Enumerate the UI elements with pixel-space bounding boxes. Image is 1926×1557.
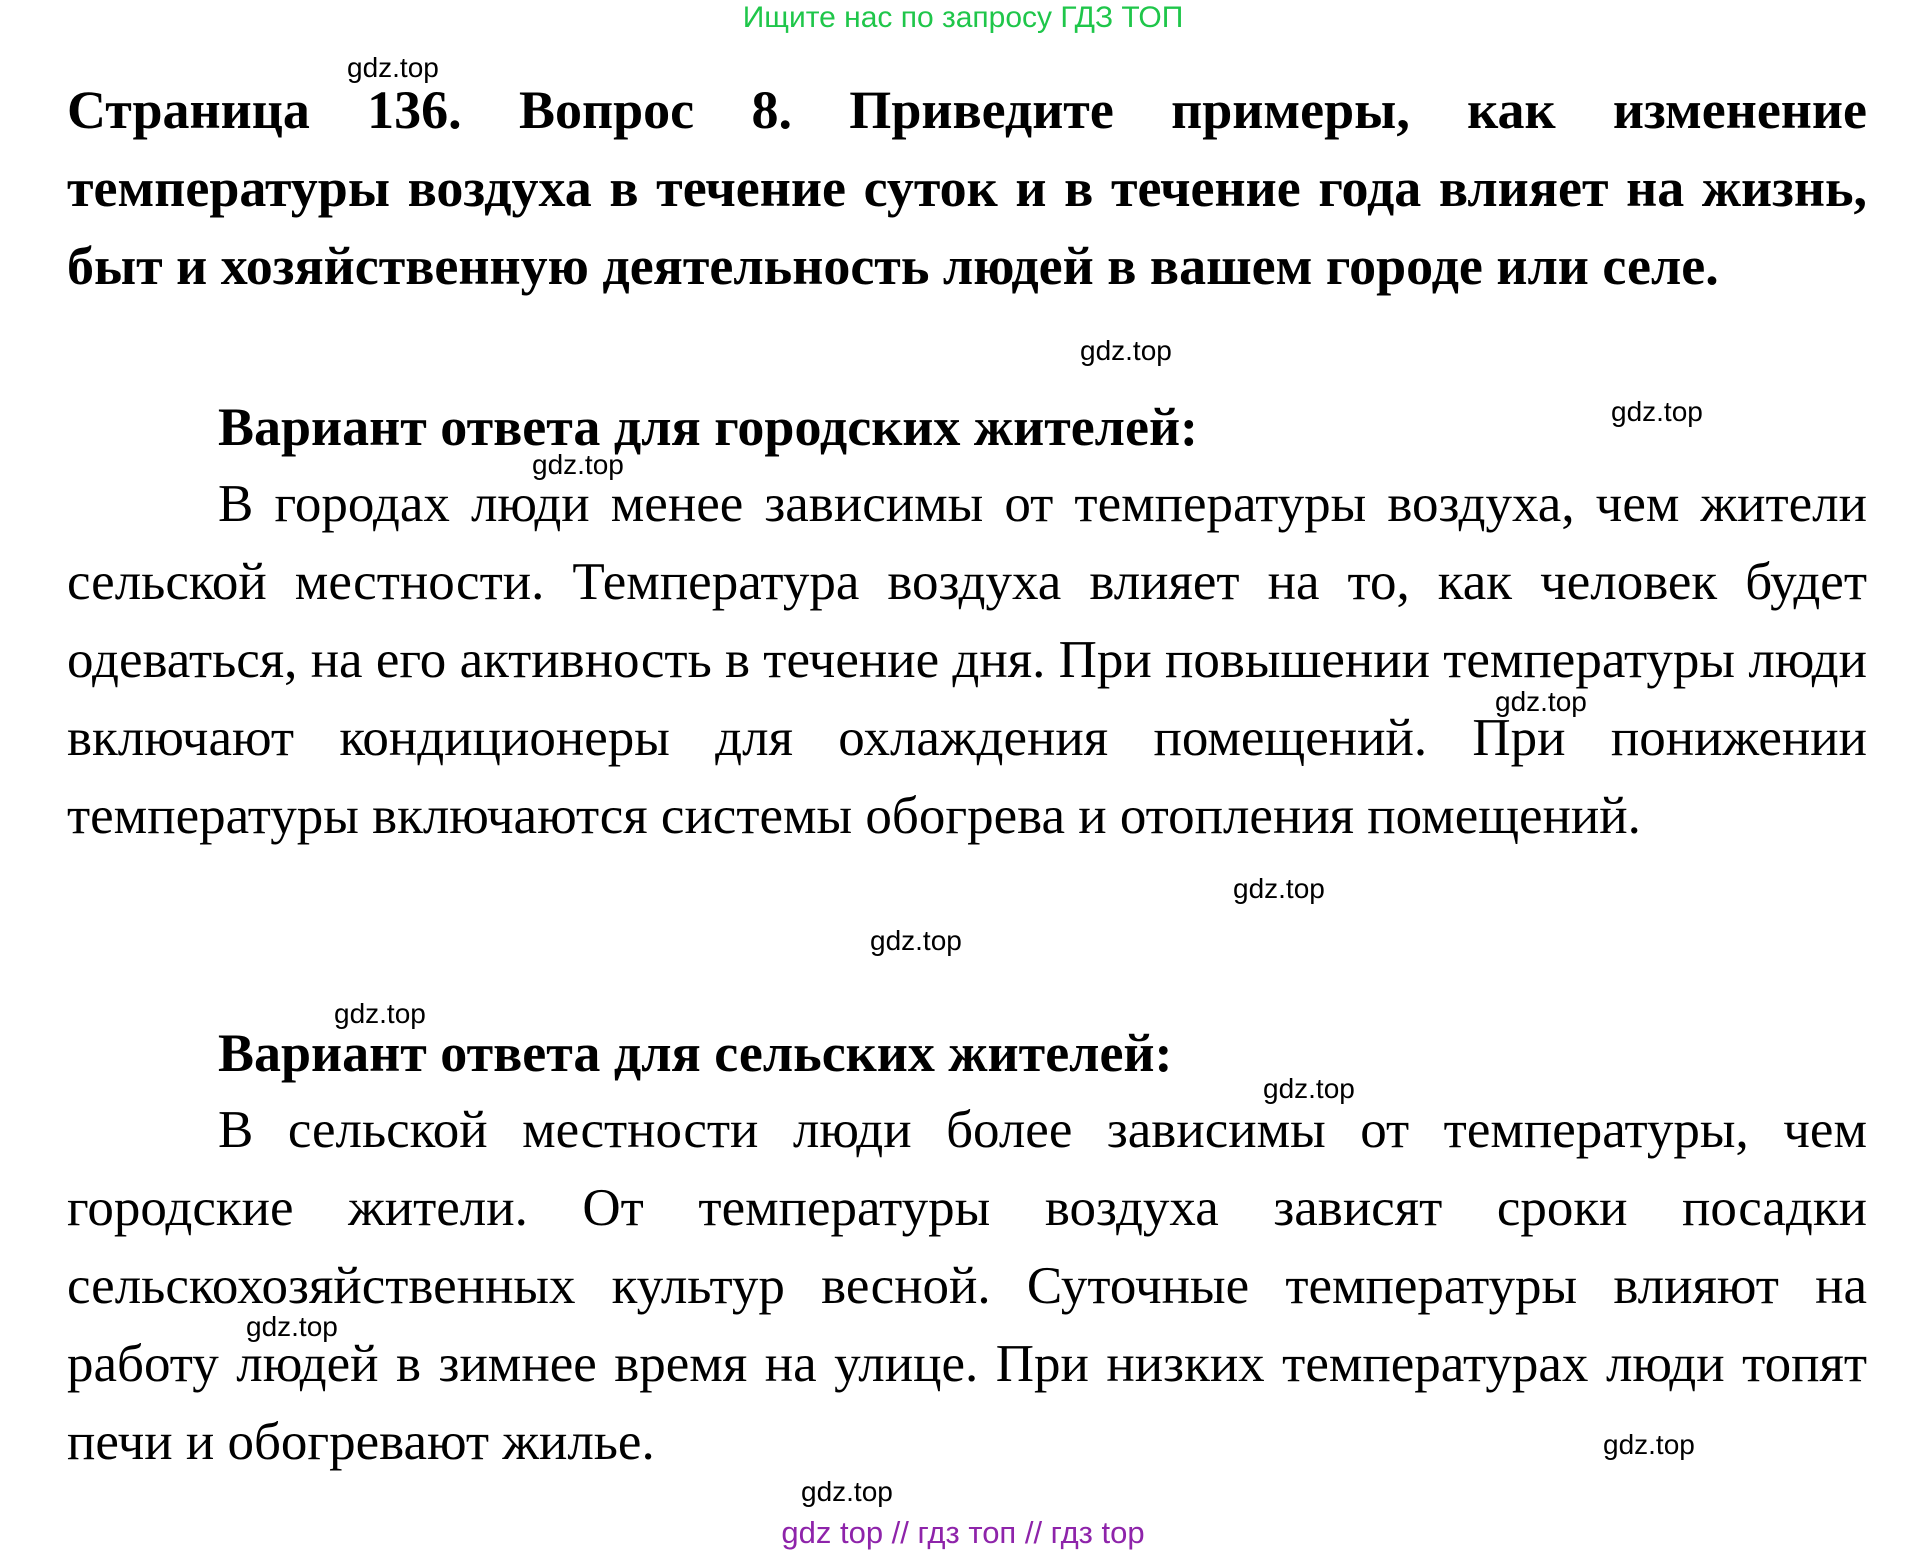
watermark: gdz.top [1495,686,1587,717]
watermark: gdz.top [532,449,624,480]
city-answer-body: В городах люди менее зависимы от температуры воздуха, чем жители сельской местности. Температура воздуха влияет на то, как человек будет одеваться, на его активность в течение дня. При повышении температуры люди включают кондиционеры для охлаждения помещений. При понижении температуры включаются системы обогрева и отопления помещений. [67,475,1867,845]
watermark: gdz.top [246,1311,338,1342]
village-answer-heading: Вариант ответа для сельских жителей: [218,1023,1173,1083]
watermark: gdz.top [801,1476,893,1507]
footer-links: gdz top // гдз топ // гдз top [781,1515,1145,1550]
city-answer-heading: Вариант ответа для городских жителей: [218,397,1199,457]
watermark: gdz.top [1233,873,1325,904]
watermark: gdz.top [1263,1073,1355,1104]
question-text: Страница 136. Вопрос 8. Приведите примеры, как изменение температуры воздуха в течение суток и в течение года влияет на жизнь, быт и хозяйственную деятельность людей в вашем городе или селе. [67,80,1867,296]
top-banner: Ищите нас по запросу ГДЗ ТОП [742,1,1184,34]
village-answer-body: В сельской местности люди более зависимы от температуры, чем городские жители. От температуры воздуха зависят сроки посадки сельскохозяйственных культур весной. Суточные температуры влияют на работу людей в зимнее время на улице. При низких температурах люди топят печи и обогревают жилье. [67,1101,1867,1471]
watermark: gdz.top [1611,396,1703,427]
watermark: gdz.top [870,925,962,956]
watermark: gdz.top [1080,335,1172,366]
watermark: gdz.top [347,52,439,83]
watermark: gdz.top [1603,1429,1695,1460]
watermark: gdz.top [334,998,426,1029]
